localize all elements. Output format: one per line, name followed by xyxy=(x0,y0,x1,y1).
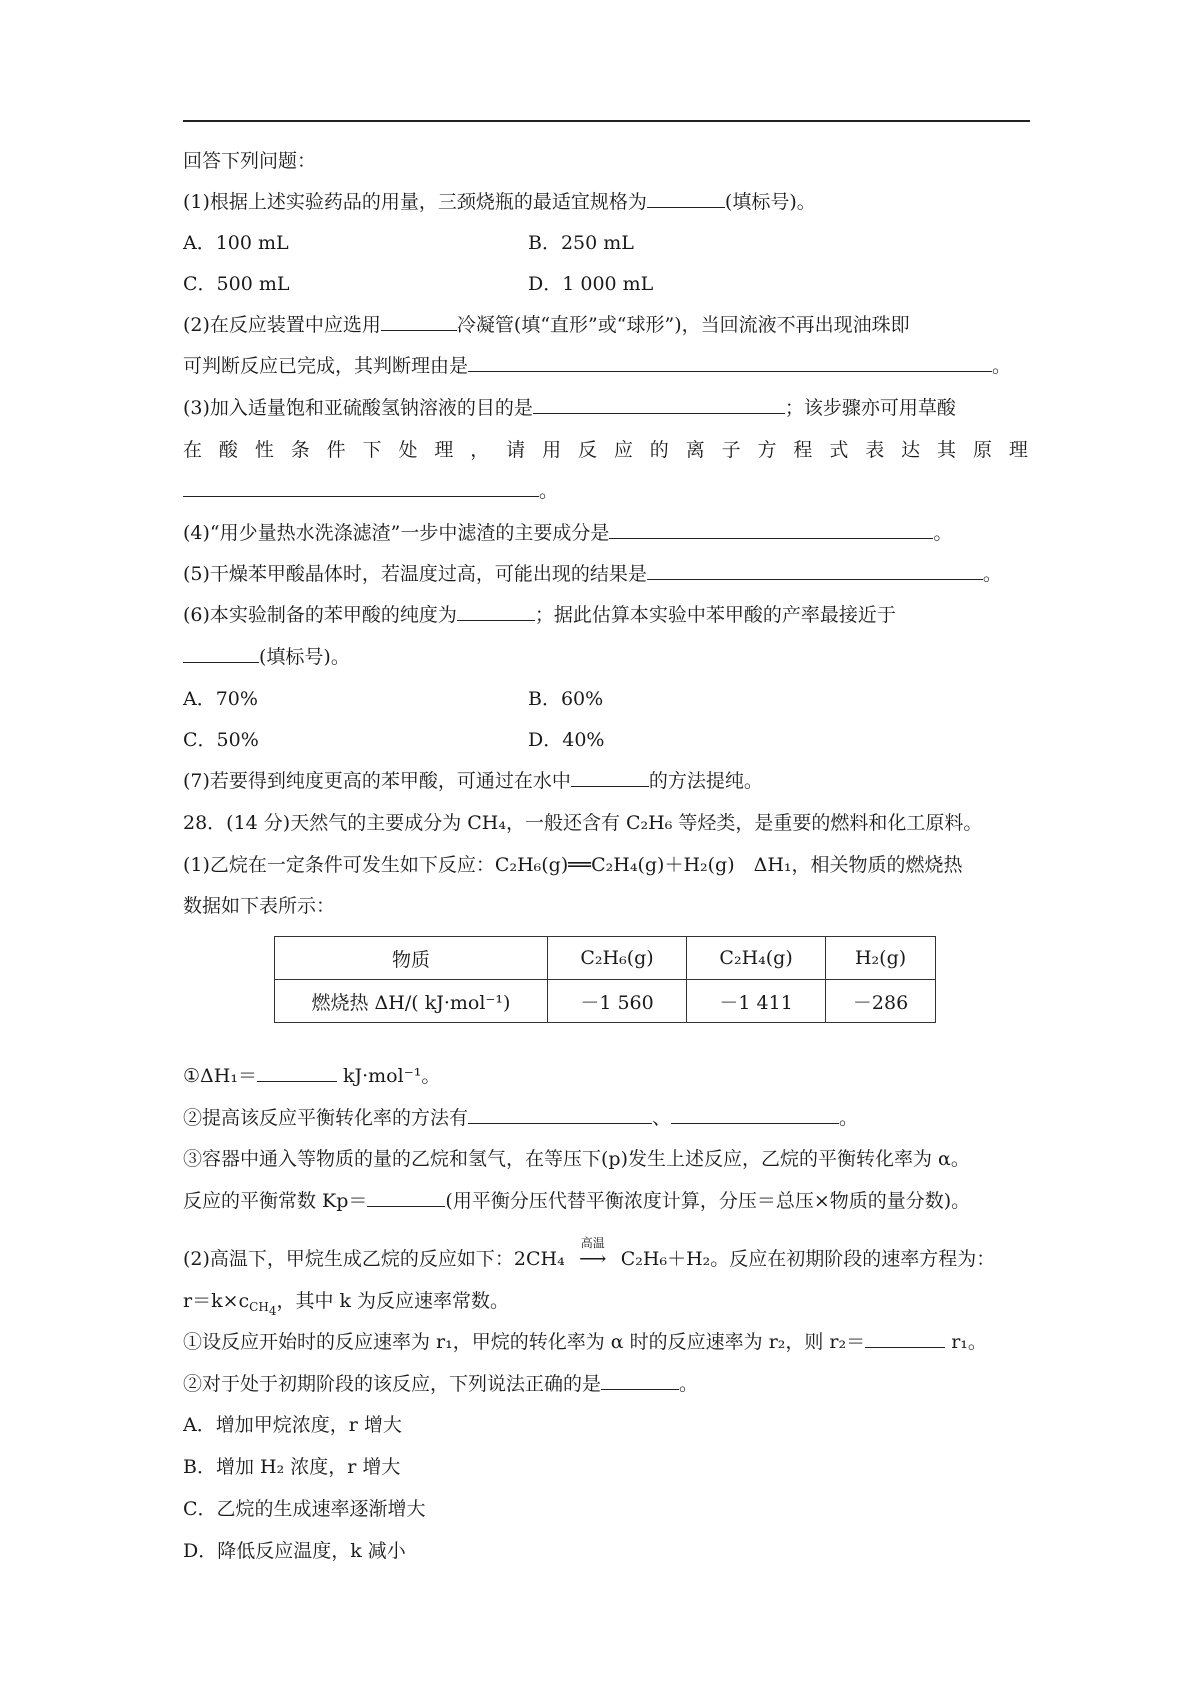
spread-char: 条 xyxy=(290,439,310,461)
answer-blank[interactable] xyxy=(647,561,983,580)
table-header-cell: C₂H₄(g) xyxy=(687,937,826,980)
question-3 xyxy=(183,395,956,421)
rate-equation-line: $r=k\times c_{CH_4}$，其中 k 为反应速率常数。 xyxy=(183,1290,510,1318)
question-2-text-b: 冷凝管(填“直形”或“球形”)，当回流液不再出现油珠即 xyxy=(456,314,910,336)
answer-blank[interactable] xyxy=(457,602,535,621)
table-row-label: 燃烧热 ΔH/( kJ·mol⁻¹) xyxy=(275,980,548,1023)
question-3-text: (3)加入适量饱和亚硫酸氢钠溶液的目的是 xyxy=(183,397,533,419)
spread-char: 酸 xyxy=(218,439,238,461)
spread-char: 反 xyxy=(577,439,597,461)
answer-blank[interactable] xyxy=(601,1371,679,1390)
spread-char: 下 xyxy=(362,439,382,461)
period: 。 xyxy=(992,355,1012,377)
spread-char: 程 xyxy=(793,439,813,461)
combustion-heat-table xyxy=(274,936,936,1023)
spread-char: 原 xyxy=(972,439,992,461)
spread-char: 理 xyxy=(434,439,454,461)
separator: 、 xyxy=(652,1107,672,1129)
question-28: 28．(14 分)天然气的主要成分为 CH₄，一般还含有 C₂H₆ 等烃类，是重要的燃料和化工原料。 xyxy=(183,812,983,834)
sub-question-t1 xyxy=(183,1329,987,1355)
option-b: B．增加 H₂ 浓度，r 增大 xyxy=(183,1456,401,1478)
spread-char: ， xyxy=(470,439,490,461)
table-header-cell: 物质 xyxy=(275,937,548,980)
spread-char: 的 xyxy=(649,439,669,461)
spread-char: 请 xyxy=(506,439,526,461)
spread-char: 件 xyxy=(326,439,346,461)
sub-question-t1-tail: r₁。 xyxy=(951,1331,987,1353)
reaction-condition: 高温 xyxy=(580,1236,605,1250)
question-7 xyxy=(183,768,763,794)
question-1-text: (1)根据上述实验药品的用量，三颈烧瓶的最适宜规格为 xyxy=(183,191,647,213)
answer-blank[interactable] xyxy=(609,520,933,539)
question-7-text-b: 的方法提纯。 xyxy=(648,770,763,792)
sub-question-1-text: ①ΔH₁＝ xyxy=(183,1065,257,1087)
table-header-cell: C₂H₆(g) xyxy=(548,937,687,980)
sub-question-3-text: 反应的平衡常数 Kp＝ xyxy=(183,1190,368,1212)
answer-blank[interactable] xyxy=(671,1105,839,1124)
sub-question-t2-text: ②对于处于初期阶段的该反应，下列说法正确的是 xyxy=(183,1373,602,1395)
period: 。 xyxy=(982,563,1002,585)
answer-blank[interactable] xyxy=(571,768,649,787)
option-a: A．增加甲烷浓度，r 增大 xyxy=(183,1414,402,1436)
answer-blank[interactable] xyxy=(647,189,725,208)
option-b: B．60% xyxy=(528,688,604,710)
answer-blank[interactable] xyxy=(533,395,785,414)
question-28-2 xyxy=(183,1236,996,1272)
period: 。 xyxy=(539,480,559,502)
spread-char: 在 xyxy=(183,439,203,461)
table-cell: －1 411 xyxy=(687,980,826,1023)
table-cell: －1 560 xyxy=(548,980,687,1023)
question-7-text: (7)若要得到纯度更高的苯甲酸，可通过在水中 xyxy=(183,770,571,792)
answer-blank[interactable] xyxy=(183,478,539,497)
question-4 xyxy=(183,520,952,546)
period: 。 xyxy=(933,522,953,544)
spread-char: 方 xyxy=(757,439,777,461)
question-3-cont xyxy=(183,478,558,504)
period: 。 xyxy=(839,1107,859,1129)
answer-blank[interactable] xyxy=(257,1063,337,1082)
question-3-text-b: ；该步骤亦可用草酸 xyxy=(784,397,956,419)
header-rule xyxy=(183,120,1030,122)
option-c: C．乙烷的生成速率逐渐增大 xyxy=(183,1498,426,1520)
table-header-row xyxy=(275,937,936,980)
reaction-arrow: 高温 ⟶ xyxy=(565,1246,621,1272)
sub-question-3-cont xyxy=(183,1188,970,1214)
spread-char: 其 xyxy=(937,439,957,461)
question-3-spread-line xyxy=(183,437,1028,463)
option-c: C．50% xyxy=(183,729,259,751)
question-6-text: (6)本实验制备的苯甲酸的纯度为 xyxy=(183,604,457,626)
question-5-text: (5)干燥苯甲酸晶体时，若温度过高，可能出现的结果是 xyxy=(183,563,647,585)
question-28-2-text: (2)高温下，甲烷生成乙烷的反应如下：2CH₄ xyxy=(183,1248,565,1270)
unit-text: kJ·mol⁻¹。 xyxy=(343,1065,441,1087)
option-b: B．250 mL xyxy=(528,232,634,254)
spread-char: 处 xyxy=(398,439,418,461)
answer-blank[interactable] xyxy=(367,1188,445,1207)
rate-equation-tail: ，其中 k 为反应速率常数。 xyxy=(276,1290,510,1312)
spread-char: 表 xyxy=(865,439,885,461)
question-1-tail: (填标号)。 xyxy=(724,191,816,213)
answer-blank[interactable] xyxy=(183,644,259,663)
answer-blank[interactable] xyxy=(468,1105,652,1124)
option-c: C．500 mL xyxy=(183,273,290,295)
question-2-text: (2)在反应装置中应选用 xyxy=(183,314,381,336)
period: 。 xyxy=(679,1373,699,1395)
rate-equation: r＝k×c xyxy=(183,1290,250,1312)
option-a: A．70% xyxy=(183,688,258,710)
question-1 xyxy=(183,189,816,215)
question-2 xyxy=(183,312,910,338)
sub-question-3: ③容器中通入等物质的量的乙烷和氢气，在等压下(p)发生上述反应，乙烷的平衡转化率为 α。 xyxy=(183,1148,970,1170)
sub-question-t2 xyxy=(183,1371,698,1397)
answer-blank[interactable] xyxy=(468,353,992,372)
question-4-text: (4)“用少量热水洗涤滤渣”一步中滤渣的主要成分是 xyxy=(183,522,610,544)
sub-question-t1-text: ①设反应开始时的反应速率为 r₁，甲烷的转化率为 α 时的反应速率为 r₂，则 r₂＝ xyxy=(183,1331,866,1353)
question-6-tail: (填标号)。 xyxy=(259,646,350,668)
answer-blank[interactable] xyxy=(381,312,457,331)
table-header-cell: H₂(g) xyxy=(826,937,936,980)
option-a: A．100 mL xyxy=(183,232,289,254)
spread-char: 性 xyxy=(254,439,274,461)
table-cell: －286 xyxy=(826,980,936,1023)
option-d: D．降低反应温度，k 减小 xyxy=(183,1540,406,1562)
question-2-text-c: 可判断反应已完成，其判断理由是 xyxy=(183,355,469,377)
question-28-2-text-b: C₂H₆＋H₂。反应在初期阶段的速率方程为： xyxy=(620,1248,996,1270)
spread-char: 达 xyxy=(901,439,921,461)
table-row xyxy=(275,980,936,1023)
option-d: D．1 000 mL xyxy=(528,273,654,295)
option-d: D．40% xyxy=(528,729,605,751)
answer-blank[interactable] xyxy=(865,1329,945,1348)
question-6-cont xyxy=(183,644,350,670)
question-28-1: (1)乙烷在一定条件可发生如下反应：C₂H₆(g)══C₂H₄(g)＋H₂(g) ΔH₁，相关物质的燃烧热 xyxy=(183,854,963,876)
question-2-cont xyxy=(183,353,1011,379)
question-5 xyxy=(183,561,1002,587)
question-28-1-cont: 数据如下表所示： xyxy=(183,895,336,917)
question-6 xyxy=(183,602,896,628)
sub-question-3-tail: (用平衡分压代替平衡浓度计算，分压＝总压×物质的量分数)。 xyxy=(445,1190,971,1212)
sub-question-2-text: ②提高该反应平衡转化率的方法有 xyxy=(183,1107,469,1129)
spread-char: 子 xyxy=(721,439,741,461)
spread-char: 用 xyxy=(542,439,562,461)
spread-char: 式 xyxy=(829,439,849,461)
spread-char: 理 xyxy=(1008,439,1028,461)
spread-char: 离 xyxy=(685,439,705,461)
intro-text: 回答下列问题： xyxy=(183,150,317,172)
spread-char: 应 xyxy=(613,439,633,461)
sub-question-1 xyxy=(183,1063,440,1089)
question-6-text-b: ；据此估算本实验中苯甲酸的产率最接近于 xyxy=(534,604,896,626)
sub-question-2 xyxy=(183,1105,858,1131)
